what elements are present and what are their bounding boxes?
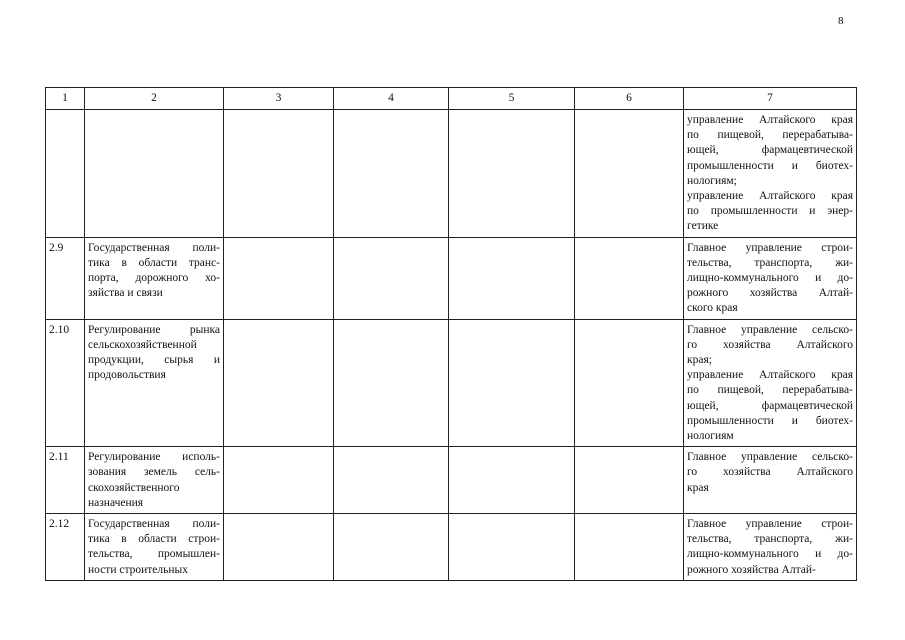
- document-table: [45, 87, 857, 581]
- col5-cell: [449, 237, 575, 319]
- activity-text-line: Государственная поли-: [88, 241, 220, 254]
- row-number: 2.10: [49, 323, 70, 336]
- responsible-text-line: промышленности и биотех-: [687, 159, 853, 172]
- activity-text-line: зования земель сель-: [88, 466, 220, 479]
- col6-cell: [575, 447, 684, 514]
- table-header-row: [46, 88, 857, 110]
- col3-cell: [224, 514, 334, 581]
- activity-text-line: сельскохозяйственной: [88, 338, 197, 351]
- column-header-1: 1: [46, 88, 85, 110]
- column-header-2: 2: [85, 88, 224, 110]
- col6-cell: [575, 237, 684, 319]
- col3-cell: [224, 237, 334, 319]
- activity-text-line: зяйства и связи: [88, 287, 163, 300]
- row-number-cell: [46, 110, 85, 238]
- table-row: [46, 319, 857, 447]
- responsible-text-line: управление Алтайского края: [687, 114, 853, 126]
- responsible-text-line: го хозяйства Алтайского: [687, 466, 853, 479]
- activity-text-line: продовольствия: [88, 369, 166, 382]
- responsible-text-line: лищно-коммунального и до-: [687, 548, 853, 561]
- col5-cell: [449, 447, 575, 514]
- col3-cell: [224, 319, 334, 447]
- activity-text-line: скохозяйственного: [88, 481, 180, 494]
- responsible-text-line: нологиям: [687, 430, 734, 443]
- responsible-text-line: управление Алтайского края: [687, 369, 853, 382]
- table-row: [46, 447, 857, 514]
- page-number: 8: [838, 15, 844, 27]
- col6-cell: [575, 110, 684, 238]
- responsible-text-line: края: [687, 481, 709, 494]
- column-header-3: 3: [224, 88, 334, 110]
- activity-cell: [85, 110, 224, 238]
- activity-cell: [85, 447, 224, 514]
- responsible-text-line: Главное управление сельско-: [687, 323, 853, 336]
- responsible-text-line: ющей, фармацевтической: [687, 399, 853, 412]
- responsible-text-line: Главное управление сельско-: [687, 451, 853, 464]
- column-header-4: 4: [334, 88, 449, 110]
- responsible-text-line: нологиям;: [687, 174, 737, 187]
- col6-cell: [575, 319, 684, 447]
- row-number-cell: [46, 447, 85, 514]
- responsible-body-cell: [684, 110, 857, 238]
- table-row: [46, 110, 857, 238]
- activity-cell: [85, 514, 224, 581]
- col4-cell: [334, 447, 449, 514]
- col4-cell: [334, 237, 449, 319]
- activity-text-line: тика в области строи-: [88, 533, 220, 546]
- responsible-text-line: гетике: [687, 220, 719, 233]
- col4-cell: [334, 514, 449, 581]
- col4-cell: [334, 110, 449, 238]
- responsible-text-line: ского края: [687, 302, 738, 315]
- activity-text-line: продукции, сырья и: [88, 354, 220, 367]
- responsible-text-line: тельства, транспорта, жи-: [687, 533, 853, 546]
- col6-cell: [575, 514, 684, 581]
- row-number: 2.9: [49, 241, 64, 254]
- table-body: [46, 110, 857, 581]
- col5-cell: [449, 514, 575, 581]
- responsible-text-line: тельства, транспорта, жи-: [687, 256, 853, 269]
- activity-text-line: Регулирование исполь-: [88, 451, 220, 464]
- col4-cell: [334, 319, 449, 447]
- row-number-cell: [46, 514, 85, 581]
- activity-text-line: порта, дорожного хо-: [88, 272, 220, 285]
- responsible-text-line: Главное управление строи-: [687, 241, 853, 254]
- responsible-text-line: го хозяйства Алтайского: [687, 338, 853, 351]
- row-number: 2.12: [49, 518, 70, 531]
- activity-text-line: Регулирование рынка: [88, 323, 220, 336]
- activity-text-line: назначения: [88, 496, 144, 509]
- activity-text-line: Государственная поли-: [88, 518, 220, 531]
- activity-text-line: ности строительных: [88, 563, 189, 576]
- column-header-6: 6: [575, 88, 684, 110]
- responsible-body-cell: [684, 319, 857, 447]
- col5-cell: [449, 110, 575, 238]
- table-row: [46, 237, 857, 319]
- responsible-text-line: рожного хозяйства Алтай-: [687, 287, 853, 300]
- activity-cell: [85, 319, 224, 447]
- col3-cell: [224, 447, 334, 514]
- responsible-text-line: Главное управление строи-: [687, 518, 853, 531]
- column-header-5: 5: [449, 88, 575, 110]
- responsible-text-line: промышленности и биотех-: [687, 414, 853, 427]
- responsible-body-cell: [684, 237, 857, 319]
- responsible-text-line: управление Алтайского края: [687, 190, 853, 203]
- responsible-body-cell: [684, 514, 857, 581]
- responsible-text-line: края;: [687, 354, 712, 367]
- responsible-text-line: по пищевой, перерабатыва-: [687, 384, 853, 397]
- activity-text-line: тика в области транс-: [88, 256, 220, 269]
- responsible-text-line: рожного хозяйства Алтай-: [687, 563, 816, 576]
- responsible-text-line: по пищевой, перерабатыва-: [687, 129, 853, 142]
- responsible-text-line: ющей, фармацевтической: [687, 144, 853, 157]
- activity-text-line: тельства, промышлен-: [88, 548, 220, 561]
- row-number-cell: [46, 319, 85, 447]
- column-header-7: 7: [684, 88, 857, 110]
- responsible-body-cell: [684, 447, 857, 514]
- table-row: [46, 514, 857, 581]
- row-number: 2.11: [49, 451, 69, 464]
- col5-cell: [449, 319, 575, 447]
- col3-cell: [224, 110, 334, 238]
- activity-cell: [85, 237, 224, 319]
- row-number-cell: [46, 237, 85, 319]
- responsible-text-line: по промышленности и энер-: [687, 205, 853, 218]
- responsible-text-line: лищно-коммунального и до-: [687, 272, 853, 285]
